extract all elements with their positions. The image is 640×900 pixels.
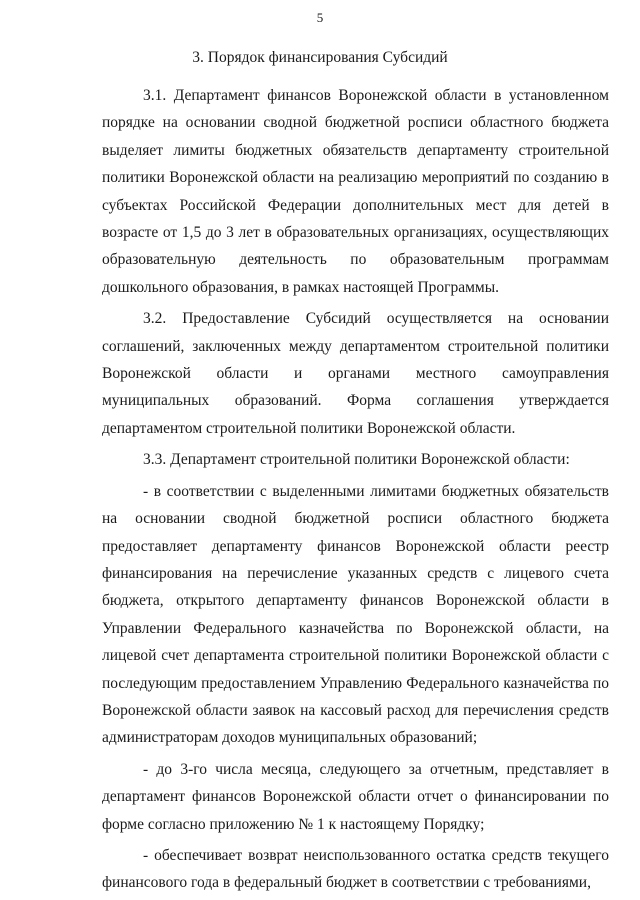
list-item-report: - до 3-го числа месяца, следующего за отчетным, представляет в департамент финансов Воронежской области отчет о финансировании по форме согласно приложению № 1 к настоящему Порядку; <box>102 760 609 833</box>
paragraph-3-3: 3.3. Департамент строительной политики Воронежской области: <box>143 451 570 469</box>
paragraph-3-2: 3.2. Предоставление Субсидий осуществляется на основании соглашений, заключенных между департаментом строительной политики Воронежской области и органами местного самоуправления муниципальных образований. Форма соглашения утверждается департаментом строительной политики Воронежской области. <box>102 310 609 437</box>
section-title: 3. Порядок финансирования Субсидий <box>192 49 448 66</box>
list-item-registry: - в соответствии с выделенными лимитами бюджетных обязательств на основании сводной бюджетной росписи областного бюджета предоставляет департаменту финансов Воронежской области реестр финансирования на перечисление указанных средств с лицевого счета бюджета, открытого департаменту финансов Воронежской области в Управлении Федерального казначейства по Воронежской области, на лицевой счет департамента строительной политики Воронежской области с последующим предоставлением Управлению Федерального казначейства по Воронежской области заявок на кассовый расход для перечисления средств администраторам доходов муниципальных образований; <box>102 482 609 747</box>
paragraph-3-1: 3.1. Департамент финансов Воронежской области в установленном порядке на основании сводной бюджетной росписи областного бюджета выделяет лимиты бюджетных обязательств департаменту строительной политики Воронежской области на реализацию мероприятий по созданию в субъектах Российской Федерации дополнительных мест для детей в возрасте от 1,5 до 3 лет в образовательных организациях, осуществляющих образовательную деятельность по образовательным программам дошкольного образования, в рамках настоящей Программы. <box>102 87 609 296</box>
body-text <box>102 82 609 897</box>
page-number: 5 <box>316 10 324 25</box>
list-item-refund: - обеспечивает возврат неиспользованного остатка средств текущего финансового года в федеральный бюджет в соответствии с требованиями, <box>102 846 609 892</box>
